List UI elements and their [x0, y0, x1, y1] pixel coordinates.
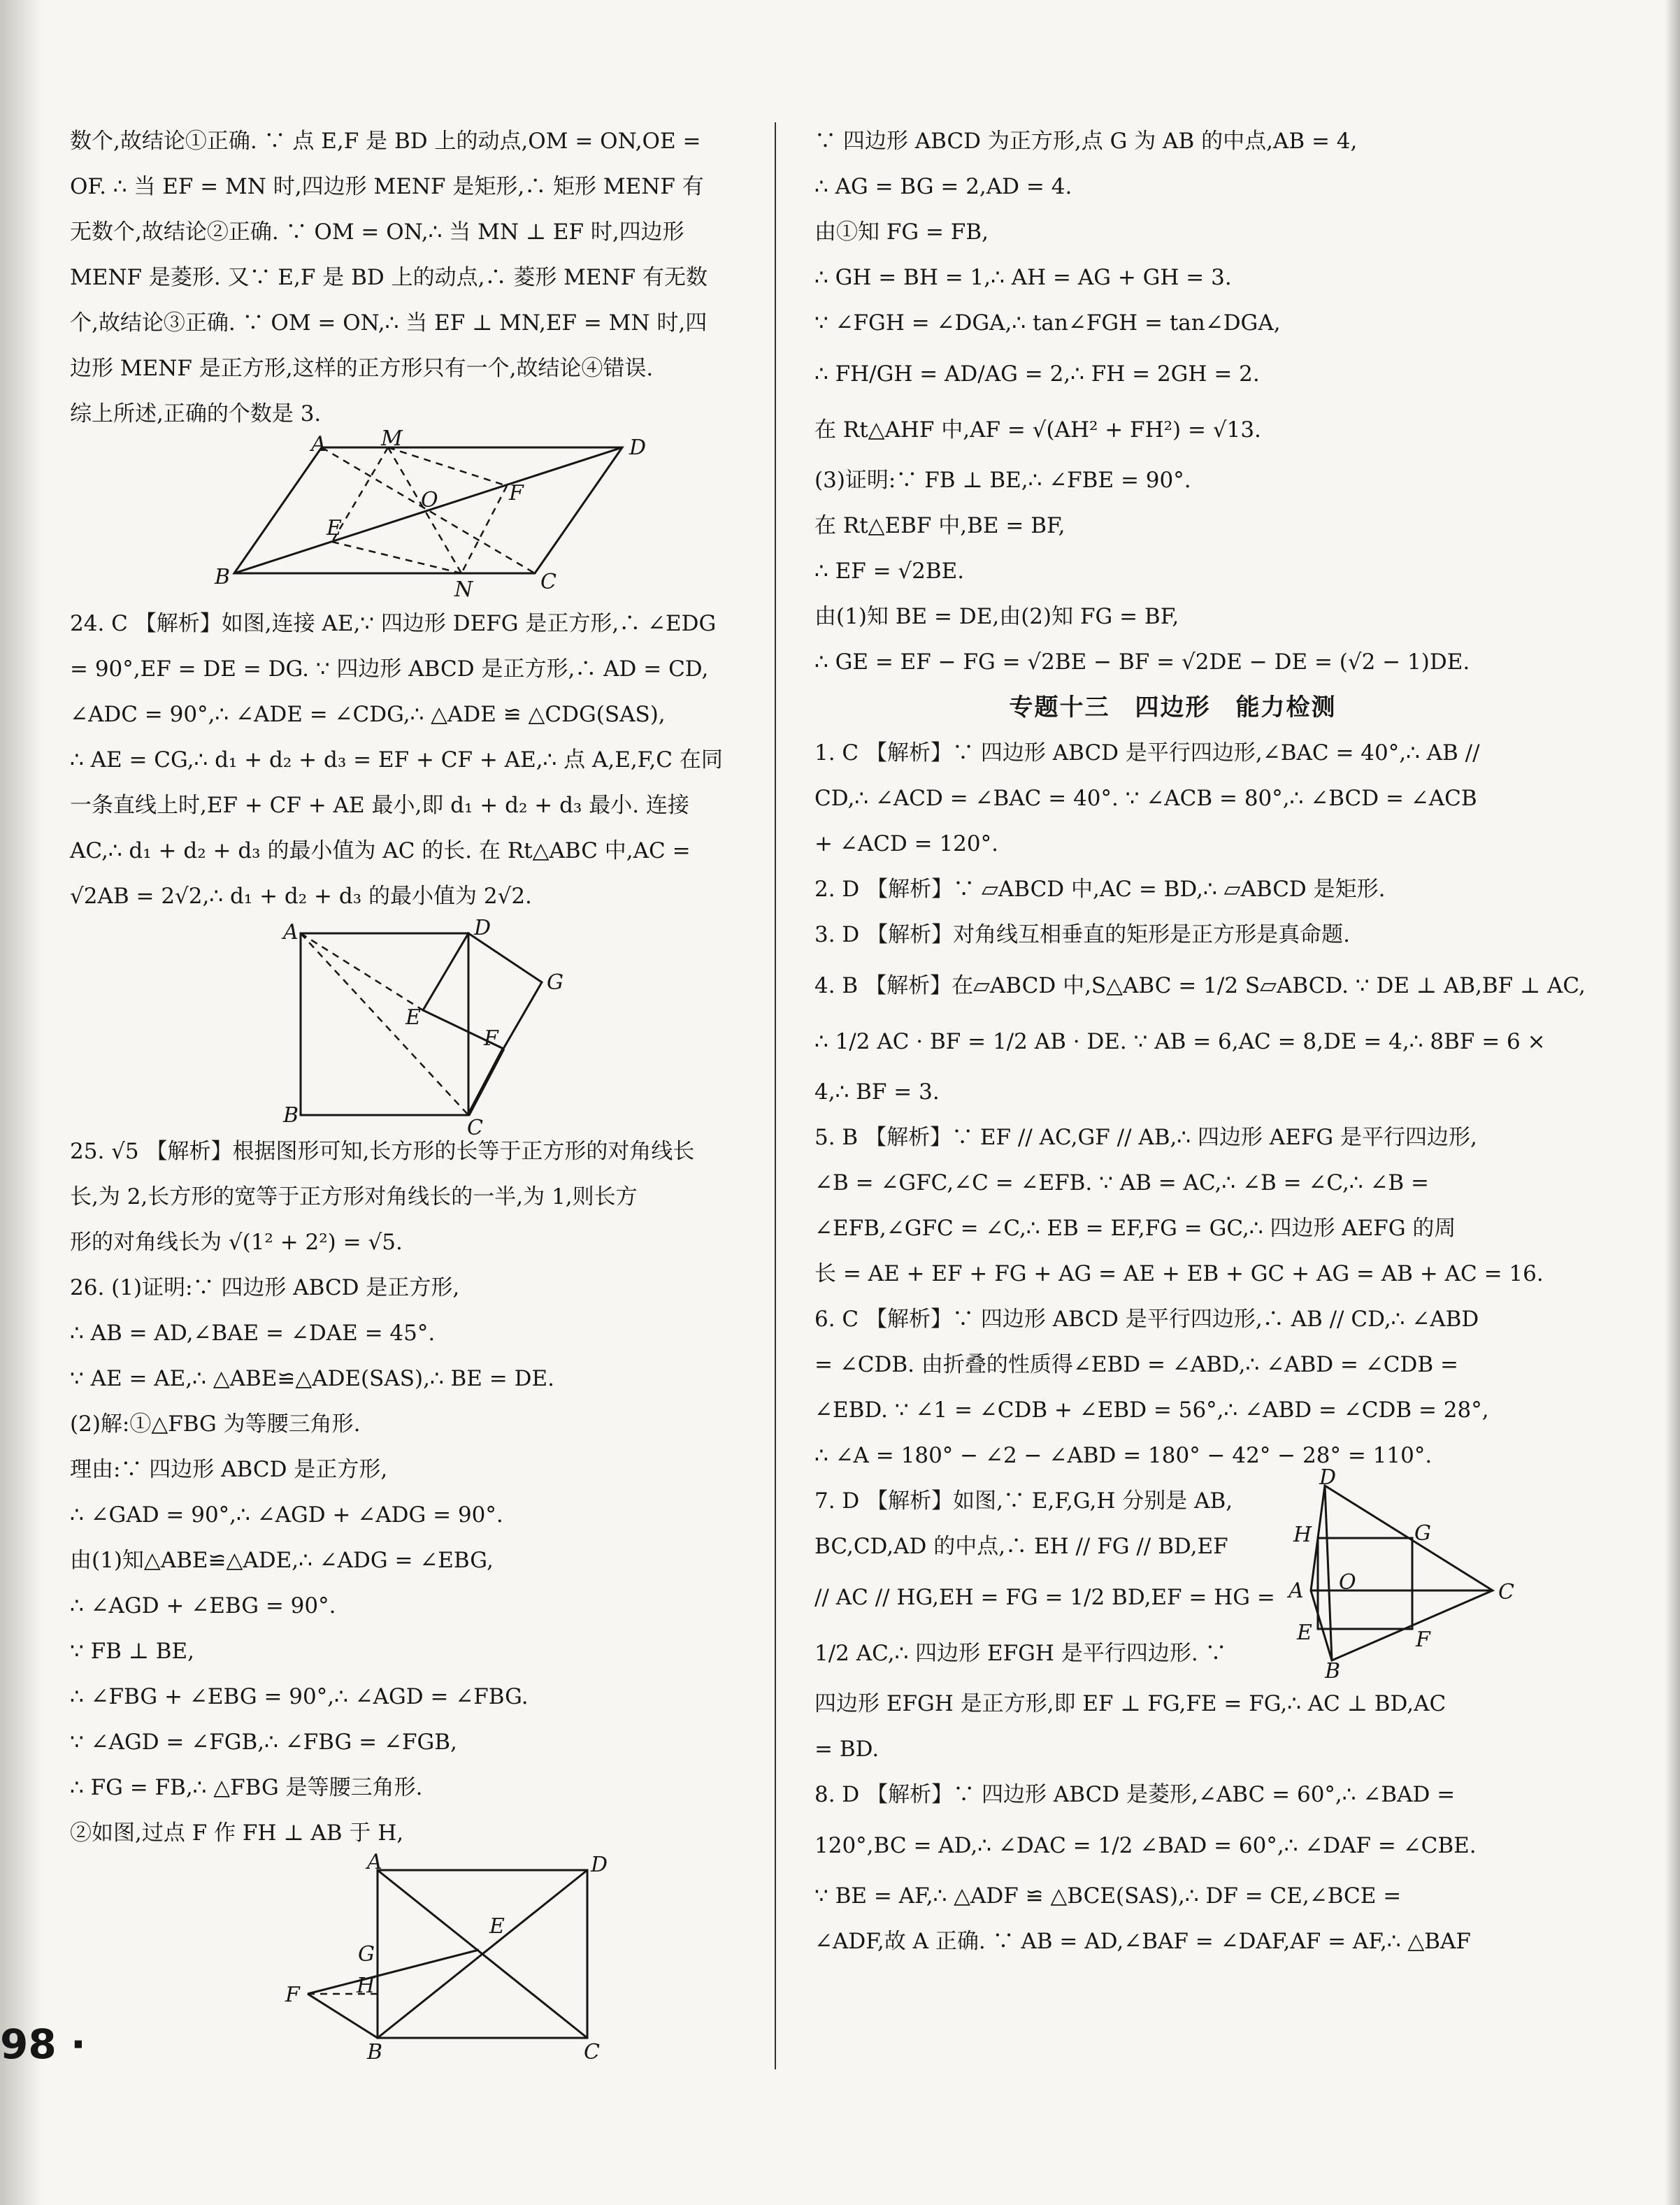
fig4-label: C — [1498, 1580, 1514, 1604]
text-line: 5. B 【解析】∵ EF // AC,GF // AB,∴ 四边形 AEFG 是平行四边形, — [814, 1125, 1477, 1150]
text-line: 4,∴ BF = 3. — [814, 1079, 940, 1105]
text-line: 4. B 【解析】在▱ABCD 中,S△ABC = 1/2 S▱ABCD. ∵ DE ⊥ AB,BF ⊥ AC, — [814, 973, 1586, 998]
fig2-label: C — [467, 1116, 483, 1140]
text-line: ∴ FH/GH = AD/AG = 2,∴ FH = 2GH = 2. — [814, 361, 1260, 387]
text-line: (3)证明:∵ FB ⊥ BE,∴ ∠FBE = 90°. — [814, 468, 1191, 493]
text-line: 2. D 【解析】∵ ▱ABCD 中,AC = BD,∴ ▱ABCD 是矩形. — [814, 877, 1386, 902]
fig4-label: H — [1293, 1523, 1312, 1547]
fig2-label: A — [283, 920, 299, 945]
text-line: AC,∴ d₁ + d₂ + d₃ 的最小值为 AC 的长. 在 Rt△ABC 中,AC = — [70, 838, 691, 863]
fig1-label: B — [215, 565, 231, 589]
fig4-label: A — [1288, 1579, 1304, 1603]
fig2-label: B — [283, 1103, 299, 1128]
text-line: ②如图,过点 F 作 FH ⊥ AB 于 H, — [70, 1820, 404, 1846]
text-line: 无数个,故结论②正确. ∵ OM = ON,∴ 当 MN ⊥ EF 时,四边形 — [70, 220, 684, 245]
text-line: ∵ ∠AGD = ∠FGB,∴ ∠FBG = ∠FGB, — [70, 1730, 457, 1755]
text-line: ∵ ∠FGH = ∠DGA,∴ tan∠FGH = tan∠DGA, — [814, 310, 1281, 336]
left-top-text — [70, 119, 769, 437]
text-line: = 90°,EF = DE = DG. ∵ 四边形 ABCD 是正方形,∴ AD = CD, — [70, 656, 709, 682]
text-line: ∠EBD. ∵ ∠1 = ∠CDB + ∠EBD = 56°,∴ ∠ABD = ∠CDB = 28°, — [814, 1398, 1489, 1423]
answers-1-6 — [814, 731, 1586, 1479]
text-line: ∠ADF,故 A 正确. ∵ AB = AD,∠BAF = ∠DAF,AF = AF,∴ △BAF — [814, 1929, 1471, 1954]
fig1-label: F — [509, 481, 524, 505]
text-line: ∴ GH = BH = 1,∴ AH = AG + GH = 3. — [814, 265, 1232, 290]
text-line: // AC // HG,EH = FG = 1/2 BD,EF = HG = — [814, 1585, 1275, 1610]
right-column — [814, 119, 1586, 1965]
text-line: 3. D 【解析】对角线互相垂直的矩形是正方形是真命题. — [814, 922, 1350, 947]
fig3-label: H — [357, 1974, 375, 1998]
question-7 — [814, 1465, 1531, 1772]
column-divider — [775, 122, 776, 2069]
text-line: 在 Rt△EBF 中,BE = BF, — [814, 513, 1065, 538]
fig4-label: B — [1325, 1659, 1341, 1683]
fig4-label: E — [1297, 1621, 1312, 1645]
text-line: ∴ AE = CG,∴ d₁ + d₂ + d₃ = EF + CF + AE,∴ 点 A,E,F,C 在同 — [70, 747, 723, 773]
text-line: = BD. — [814, 1737, 880, 1762]
fig1-label: M — [381, 426, 403, 451]
text-line: 由(1)知 BE = DE,由(2)知 FG = BF, — [814, 604, 1179, 629]
text-line: CD,∴ ∠ACD = ∠BAC = 40°. ∵ ∠ACB = 80°,∴ ∠BCD = ∠ACB — [814, 786, 1477, 811]
text-line: 四边形 EFGH 是正方形,即 EF ⊥ FG,FE = FG,∴ AC ⊥ BD,AC — [814, 1691, 1446, 1716]
text-line: 长 = AE + EF + FG + AG = AE + EB + GC + AG = AB + AC = 16. — [814, 1261, 1544, 1286]
text-line: ∴ FG = FB,∴ △FBG 是等腰三角形. — [70, 1775, 423, 1800]
fig1-label: C — [540, 570, 557, 594]
fig4-label: D — [1319, 1465, 1337, 1490]
text-line: 26. (1)证明:∵ 四边形 ABCD 是正方形, — [70, 1275, 460, 1300]
text-line: 数个,故结论①正确. ∵ 点 E,F 是 BD 上的动点,OM = ON,OE = — [70, 129, 701, 154]
text-line: ∵ FB ⊥ BE, — [70, 1639, 194, 1664]
fig4-label: O — [1339, 1570, 1356, 1595]
section-title: 专题十三 四边形 能力检测 — [1009, 694, 1337, 721]
text-line: ∵ AE = AE,∴ △ABE≌△ADE(SAS),∴ BE = DE. — [70, 1366, 554, 1391]
text-line: MENF 是菱形. 又∵ E,F 是 BD 上的动点,∴ 菱形 MENF 有无数 — [70, 265, 708, 290]
text-line: 8. D 【解析】∵ 四边形 ABCD 是菱形,∠ABC = 60°,∴ ∠BAD = — [814, 1782, 1456, 1807]
fig3-label: B — [367, 2040, 383, 2064]
question-26 — [70, 1265, 769, 1856]
question-8 — [814, 1772, 1531, 1965]
text-line: ∴ 1/2 AC · BF = 1/2 AB · DE. ∵ AB = 6,AC = 8,DE = 4,∴ 8BF = 6 × — [814, 1029, 1546, 1054]
text-line: ∴ EF = √2BE. — [814, 559, 965, 584]
question-25 — [70, 1129, 769, 1265]
fig2-label: F — [484, 1026, 498, 1051]
text-line: 由①知 FG = FB, — [814, 220, 989, 245]
text-line: ∵ BE = AF,∴ △ADF ≌ △BCE(SAS),∴ DF = CE,∠BCE = — [814, 1883, 1402, 1909]
figure-parallelogram — [70, 426, 769, 602]
text-line: 1/2 AC,∴ 四边形 EFGH 是平行四边形. ∵ — [814, 1641, 1227, 1666]
page-shadow-left — [0, 0, 42, 2205]
fig3-label: E — [489, 1914, 505, 1939]
q26-continued — [814, 119, 1531, 685]
text-line: 7. D 【解析】如图,∵ E,F,G,H 分别是 AB, — [814, 1488, 1233, 1514]
text-line: √2AB = 2√2,∴ d₁ + d₂ + d₃ 的最小值为 2√2. — [70, 884, 532, 909]
text-line: ∴ ∠FBG + ∠EBG = 90°,∴ ∠AGD = ∠FBG. — [70, 1684, 529, 1709]
fig2-label: E — [405, 1005, 421, 1030]
text-line: 6. C 【解析】∵ 四边形 ABCD 是平行四边形,∴ AB // CD,∴ ∠ABD — [814, 1307, 1479, 1332]
text-line: BC,CD,AD 的中点,∴ EH // FG // BD,EF — [814, 1534, 1228, 1559]
text-line: 1. C 【解析】∵ 四边形 ABCD 是平行四边形,∠BAC = 40°,∴ AB // — [814, 740, 1480, 766]
text-line: 个,故结论③正确. ∵ OM = ON,∴ 当 EF ⊥ MN,EF = MN 时,四 — [70, 310, 708, 336]
fig3-label: A — [367, 1850, 382, 1874]
text-line: 由(1)知△ABE≌△ADE,∴ ∠ADG = ∠EBG, — [70, 1548, 494, 1573]
left-column — [70, 119, 769, 2064]
fig1-label: N — [454, 577, 473, 602]
figure-square-fh — [70, 1850, 769, 2064]
figure-square-dg — [70, 916, 769, 1140]
text-line: (2)解:①△FBG 为等腰三角形. — [70, 1412, 361, 1437]
fig2-label: G — [547, 970, 563, 995]
text-line: 长,为 2,长方形的宽等于正方形对角线长的一半,为 1,则长方 — [70, 1184, 638, 1209]
fig1-label: O — [421, 488, 438, 512]
text-line: ∠B = ∠GFC,∠C = ∠EFB. ∵ AB = AC,∴ ∠B = ∠C,∴ ∠B = — [814, 1170, 1430, 1195]
figure-kite-q7 — [1276, 1465, 1528, 1683]
text-line: ∵ 四边形 ABCD 为正方形,点 G 为 AB 的中点,AB = 4, — [814, 129, 1358, 154]
fig3-label: C — [584, 2040, 600, 2064]
page-number: 98 · — [0, 2020, 86, 2068]
fig3-label: G — [358, 1942, 375, 1967]
text-line: + ∠ACD = 120°. — [814, 831, 998, 856]
text-line: 综上所述,正确的个数是 3. — [70, 401, 322, 426]
text-line: ∴ ∠GAD = 90°,∴ ∠AGD + ∠ADG = 90°. — [70, 1502, 503, 1528]
text-line: 一条直线上时,EF + CF + AE 最小,即 d₁ + d₂ + d₃ 最小. 连接 — [70, 793, 689, 818]
text-line: 120°,BC = AD,∴ ∠DAC = 1/2 ∠BAD = 60°,∴ ∠DAF = ∠CBE. — [814, 1833, 1477, 1858]
page-shadow-right — [1665, 0, 1680, 2205]
text-line: ∴ ∠A = 180° − ∠2 − ∠ABD = 180° − 42° − 28° = 110°. — [814, 1443, 1433, 1468]
text-line: OF. ∴ 当 EF = MN 时,四边形 MENF 是矩形,∴ 矩形 MENF 有 — [70, 174, 704, 199]
text-line: 24. C 【解析】如图,连接 AE,∵ 四边形 DEFG 是正方形,∴ ∠EDG — [70, 611, 717, 636]
fig1-label: A — [311, 432, 326, 457]
fig3-label: D — [591, 1853, 608, 1877]
text-line: = ∠CDB. 由折叠的性质得∠EBD = ∠ABD,∴ ∠ABD = ∠CDB = — [814, 1352, 1458, 1377]
text-line: 理由:∵ 四边形 ABCD 是正方形, — [70, 1457, 388, 1482]
text-line: ∠ADC = 90°,∴ ∠ADE = ∠CDG,∴ △ADE ≌ △CDG(SAS), — [70, 702, 666, 727]
fig2-label: D — [474, 916, 491, 940]
text-line: ∴ AG = BG = 2,AD = 4. — [814, 174, 1072, 199]
fig4-label: F — [1416, 1628, 1430, 1652]
text-line: 形的对角线长为 √(1² + 2²) = √5. — [70, 1230, 403, 1255]
text-line: ∠EFB,∠GFC = ∠C,∴ EB = EF,FG = GC,∴ 四边形 AEFG 的周 — [814, 1216, 1456, 1241]
fig1-label: E — [326, 516, 342, 540]
text-line: ∴ ∠AGD + ∠EBG = 90°. — [70, 1593, 336, 1618]
text-line: ∴ GE = EF − FG = √2BE − BF = √2DE − DE = (√2 − 1)DE. — [814, 649, 1470, 675]
text-line: ∴ AB = AD,∠BAE = ∠DAE = 45°. — [70, 1321, 436, 1346]
question-24 — [70, 601, 769, 919]
text-line: 25. √5 【解析】根据图形可知,长方形的长等于正方形的对角线长 — [70, 1139, 695, 1164]
fig1-label: D — [629, 436, 647, 460]
fig3-label: F — [285, 1983, 300, 2007]
text-line: 边形 MENF 是正方形,这样的正方形只有一个,故结论④错误. — [70, 356, 654, 381]
fig4-label: G — [1414, 1521, 1431, 1546]
text-line: 在 Rt△AHF 中,AF = √(AH² + FH²) = √13. — [814, 417, 1261, 443]
